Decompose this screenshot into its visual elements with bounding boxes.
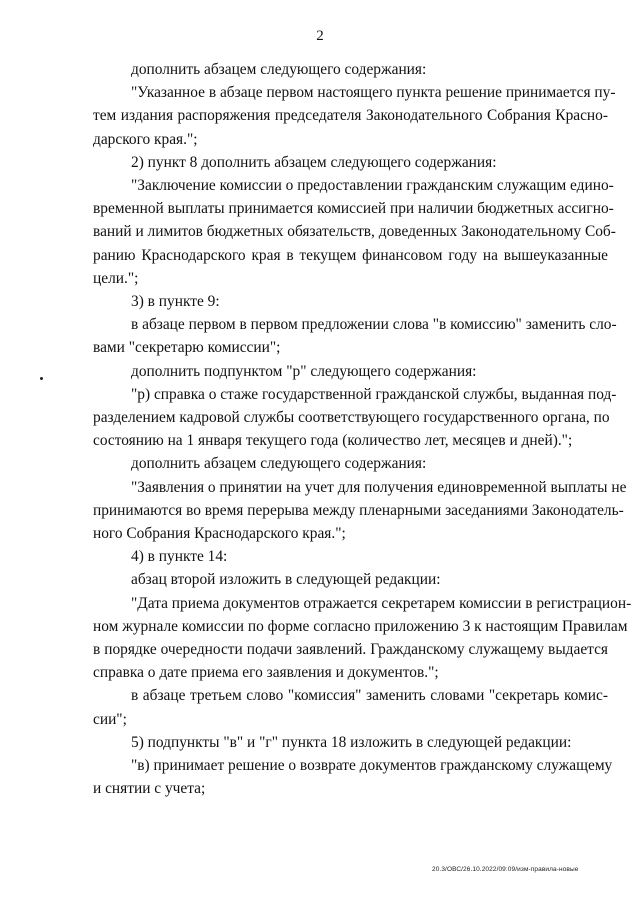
scan-artifact-dot [40,377,43,380]
text-line: 4) в пункте 14: [131,548,228,566]
footer-document-code: 20.3/ОВС/26.10.2022/09:09/изм-правила-новые [432,866,579,873]
text-line: 5) подпункты "в" и "г" пункта 18 изложить в следующей редакции: [131,733,572,751]
text-line: состоянию на 1 января текущего года (количество лет, месяцев и дней)."; [93,432,573,450]
text-line: в порядке очередности подачи заявлений. Гражданскому служащему выдается [93,641,608,659]
text-line: "Заключение комиссии о предоставлении гражданским служащим едино- [131,177,614,195]
document-body [93,58,632,801]
text-line: в абзаце третьем слово "комиссия" заменить словами "секретарь комис- [131,687,608,705]
text-line: вами "секретарю комиссии"; [93,339,281,357]
text-line: дополнить подпунктом "р" следующего содержания: [131,362,477,380]
text-line: ваний и лимитов бюджетных обязательств, доведенных Законодательному Соб- [93,223,616,241]
text-line: временной выплаты принимается комиссией при наличии бюджетных ассигно- [93,200,614,218]
text-line: тем издания распоряжения председателя Законодательного Собрания Красно- [93,107,608,125]
text-line: "Дата приема документов отражается секретарем комиссии в регистрацион- [131,594,632,612]
text-line: сии"; [93,710,127,728]
text-line: разделением кадровой службы соответствующего государственного органа, по [93,409,610,427]
text-line: и снятии с учета; [93,780,206,798]
page-number: 2 [316,28,324,44]
text-line: дополнить абзацем следующего содержания: [131,61,427,78]
text-line: справка о дате приема его заявления и документов."; [93,664,439,682]
text-line: цели."; [93,269,139,287]
text-line: "Указанное в абзаце первом настоящего пункта решение принимается пу- [131,84,616,102]
text-line: дарского края."; [93,130,198,148]
text-line: ного Собрания Краснодарского края."; [93,525,346,543]
text-line: "в) принимает решение о возврате документов гражданскому служащему [131,757,613,775]
text-line: 3) в пункте 9: [131,293,220,311]
text-lines [93,58,632,801]
text-line: в абзаце первом в первом предложении слова "в комиссию" заменить сло- [131,316,617,334]
text-line: "р) справка о стаже государственной гражданской службы, выданная под- [131,385,617,403]
text-line: абзац второй изложить в следующей редакции: [131,571,441,589]
text-line: 2) пункт 8 дополнить абзацем следующего содержания: [131,153,497,171]
text-line: принимаются во время перерыва между пленарными заседаниями Законодатель- [93,501,624,519]
text-line: ном журнале комиссии по форме согласно приложению 3 к настоящим Правилам [93,617,628,635]
text-line: "Заявления о принятии на учет для получения единовременной выплаты не [131,478,627,496]
text-line: ранию Краснодарского края в текущем финансовом году на вышеуказанные [93,246,608,264]
text-line: дополнить абзацем следующего содержания: [131,455,427,473]
